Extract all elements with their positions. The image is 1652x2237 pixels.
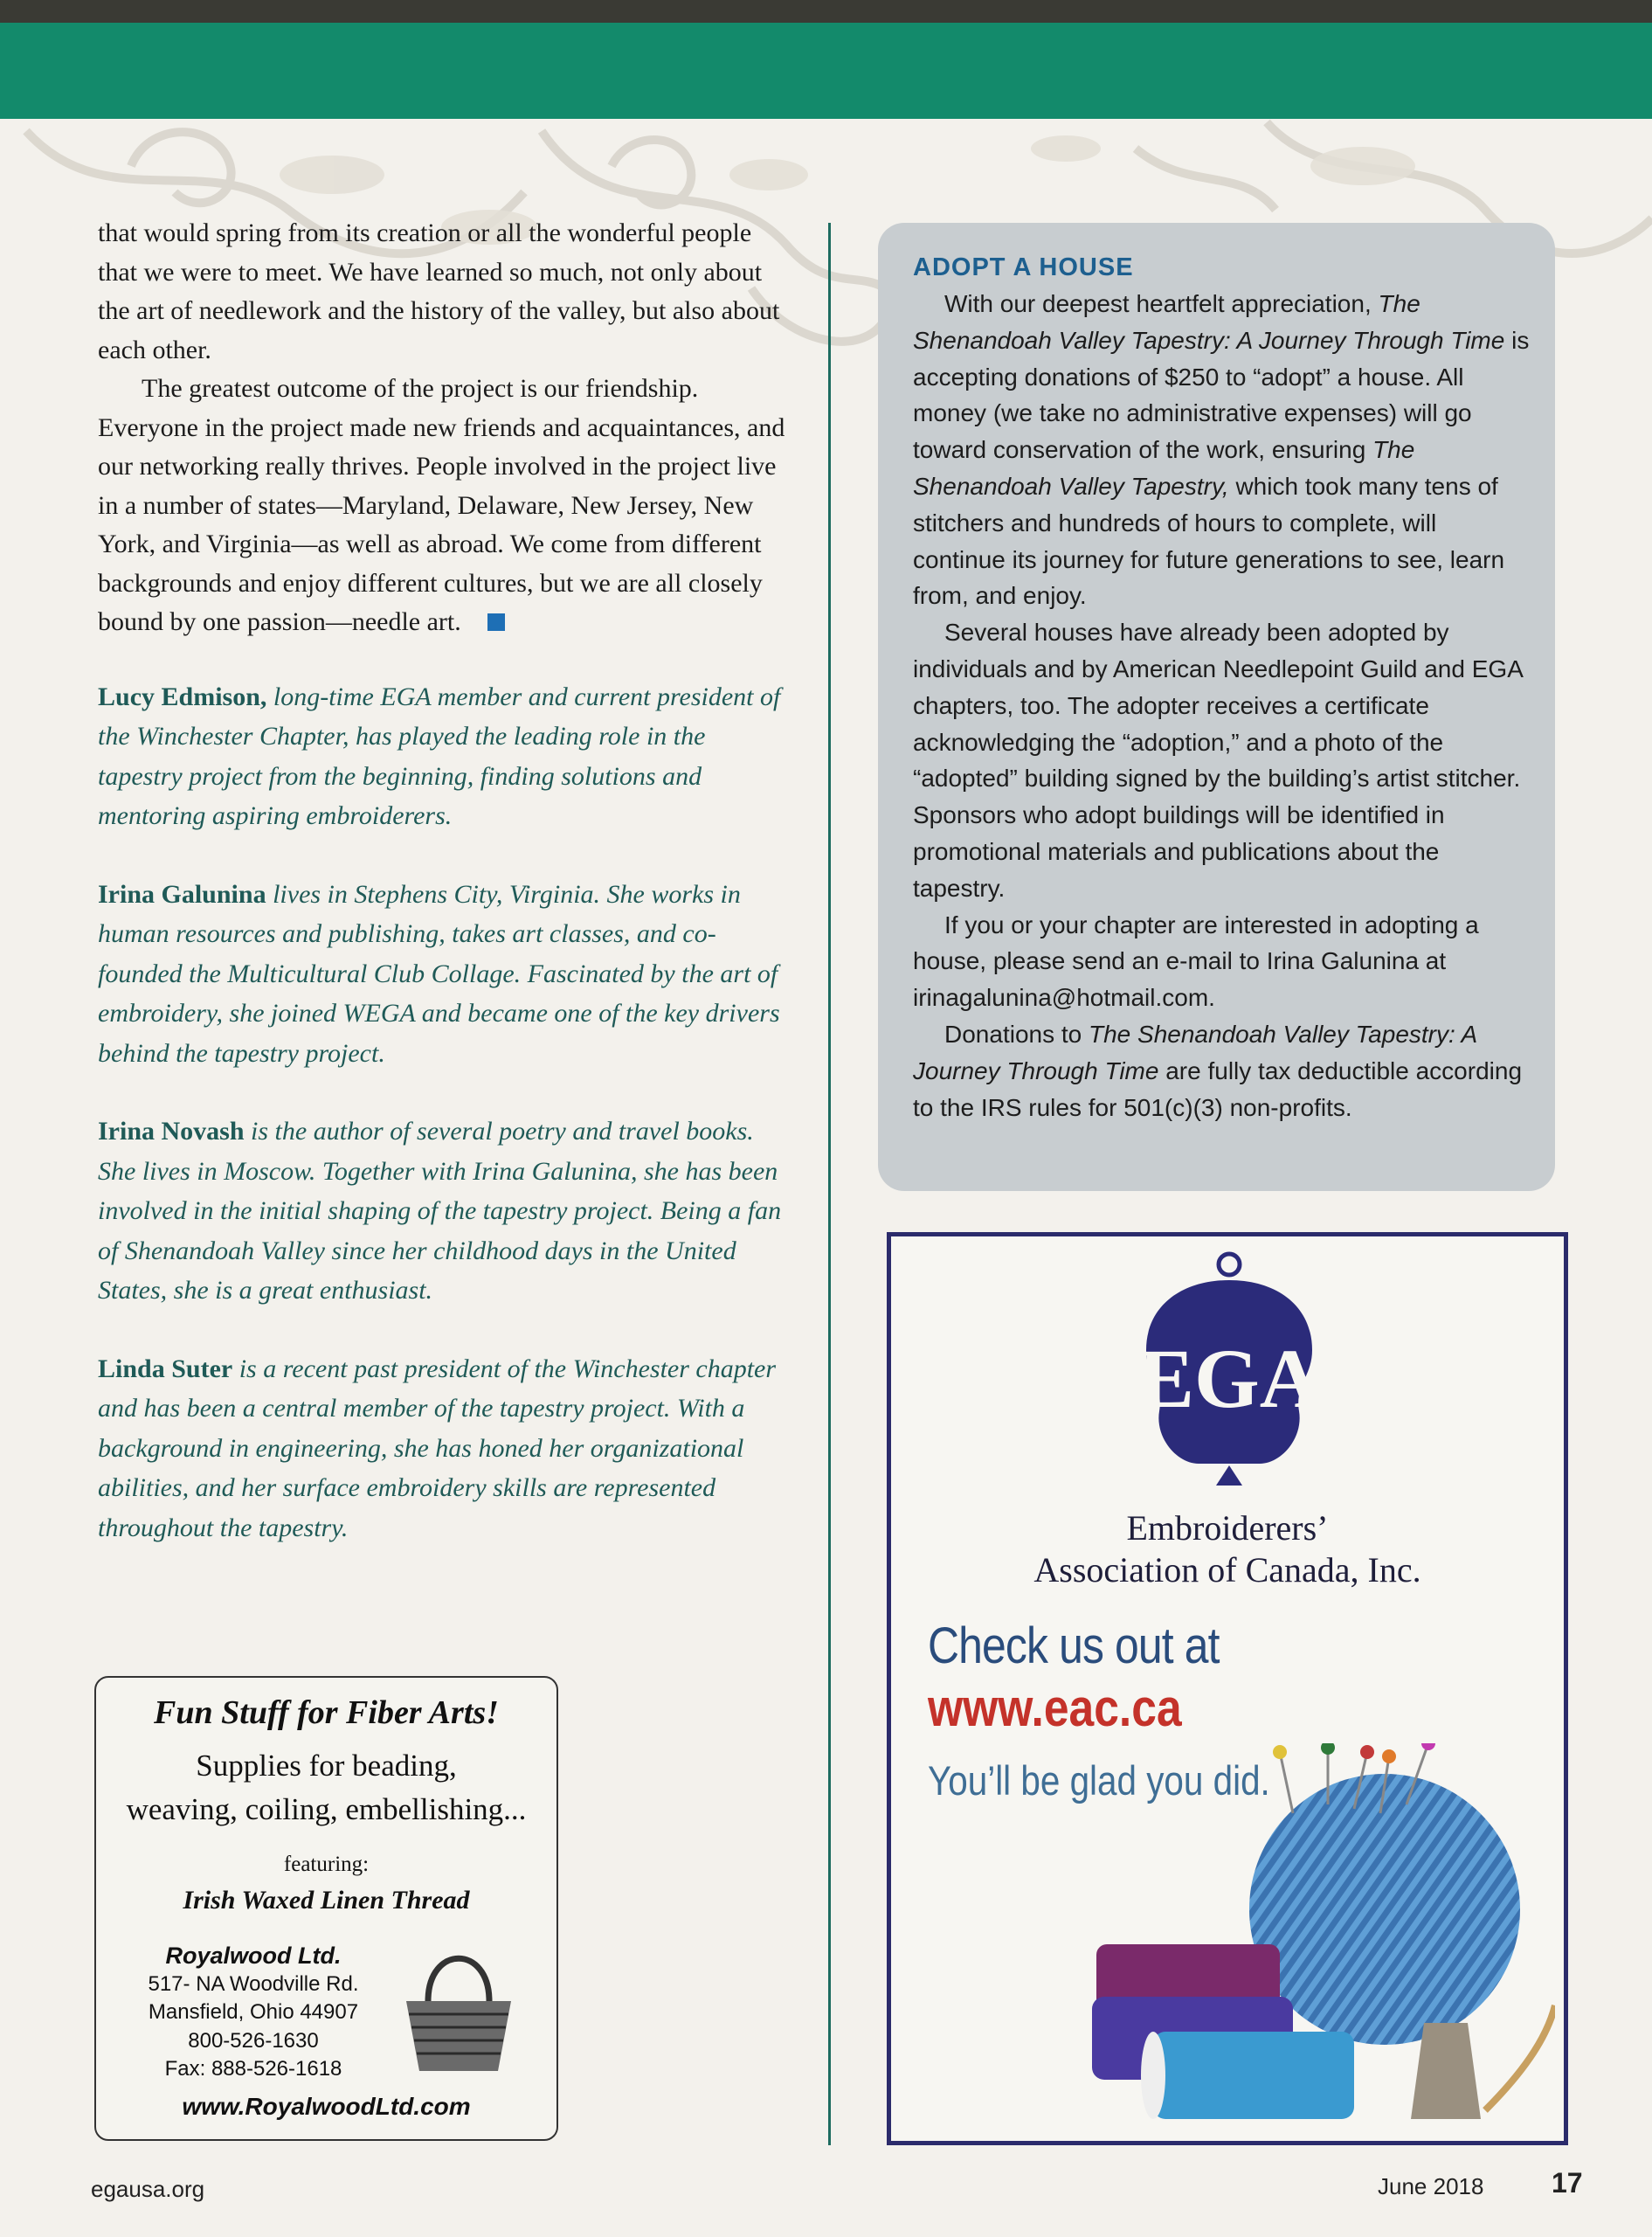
adopt-a-house-sidebar bbox=[878, 223, 1555, 1191]
page-number: 17 bbox=[1552, 2167, 1583, 2199]
article-paragraph: that would spring from its creation or all the wonderful people that we were to meet. We have learned so much, not only about the art of needlework and the history of the valley, but also about each other. bbox=[98, 218, 780, 364]
thread-spools-illustration bbox=[978, 1743, 1555, 2137]
sidebar-paragraph: Donations to The Shenandoah Valley Tapestry: A Journey Through Time are fully tax deductible according to the IRS rules for 501(c)(3) non-profits. bbox=[913, 1020, 1523, 1121]
royalwood-advertisement bbox=[94, 1676, 558, 2141]
basket-icon bbox=[393, 1940, 524, 2080]
column-divider bbox=[828, 223, 831, 2145]
header-band bbox=[0, 23, 1652, 119]
eac-website-link[interactable]: www.eac.ca bbox=[928, 1679, 1182, 1737]
author-bio: Irina Novash is the author of several poetry and travel books. She lives in Moscow. Together with Irina Galunina, she has been involved in the initial shaping of the tapestry project. Being a fan of Shenandoah Valley since her childhood days in the United States, she is a great enthusiast. bbox=[98, 1117, 782, 1305]
royalwood-contact: Royalwood Ltd. 517- NA Woodville Rd. Mansfield, Ohio 44907 800-526-1630 Fax: 888-526-1618 bbox=[148, 1943, 359, 2081]
sidebar-paragraph: With our deepest heartfelt appreciation, The Shenandoah Valley Tapestry: A Journey Through Time is accepting donations of $250 to “adopt” a house. All money (we take no administrative expenses) will go toward conservation of the work, ensuring The Shenandoah Valley Tapestry, which took many tens of stitchers and hundreds of hours to complete, will continue its journey for future generations to see, learn from, and enjoy. bbox=[913, 290, 1530, 610]
eac-check-text: Check us out at bbox=[928, 1617, 1220, 1674]
royalwood-website-link[interactable]: www.RoyalwoodLtd.com bbox=[182, 2093, 471, 2120]
article-paragraph: The greatest outcome of the project is our friendship. Everyone in the project made new friends and acquaintances, and our networking really thrives. People involved in the project live in a number of states—Maryland, Delaware, New Jersey, New York, and Virginia—as well as abroad. We come from different backgrounds and enjoy different cultures, but we are all closely bound by one passion—needle art. bbox=[98, 374, 785, 636]
sidebar-paragraph: Several houses have already been adopted by individuals and by American Needlepoint Guild and EGA chapters, too. The adopter receives a certificate acknowledging the “adoption,” and a photo of the “adopted” building signed by the building’s artist stitcher. Sponsors who adopt buildings will be identified in promotional materials and publications about the tapestry. bbox=[913, 619, 1523, 902]
eac-organization-name: Embroiderers’ Association of Canada, Inc. bbox=[1033, 1508, 1421, 1589]
sidebar-paragraph: If you or your chapter are interested in adopting a house, please send an e-mail to Irina Galunina at irinagalunina@hotmail.com. bbox=[913, 911, 1479, 1012]
author-bio: Irina Galunina lives in Stephens City, Virginia. She works in human resources and publishing, takes art classes, and co-founded the Multicultural Club Collage. Fascinated by the art of embroidery, she joined WEGA and became one of the key drivers behind the tapestry project. bbox=[98, 879, 780, 1068]
sidebar-title: ADOPT A HOUSE bbox=[913, 253, 1134, 281]
end-of-article-mark bbox=[487, 613, 505, 631]
eac-tagline: You’ll be glad you did. bbox=[928, 1757, 1270, 1804]
royalwood-product: Irish Waxed Linen Thread bbox=[183, 1886, 470, 1915]
left-column bbox=[98, 214, 788, 1548]
author-bio: Lucy Edmison, long-time EGA member and current president of the Winchester Chapter, has played the leading role in the tapestry project from the beginning, finding solutions and mentoring aspiring embroiderers. bbox=[98, 682, 781, 830]
author-bio: Linda Suter is a recent past president of the Winchester chapter and has been a central member of the tapestry project. With a background in engineering, she has honed her organizational abilities, and her surface embroidery skills are represented throughout the tapestry. bbox=[98, 1354, 777, 1542]
eac-logo bbox=[1129, 1245, 1330, 1499]
eac-advertisement bbox=[887, 1232, 1568, 2145]
royalwood-headline: Fun Stuff for Fiber Arts! bbox=[154, 1694, 499, 1731]
royalwood-supplies: Supplies for beading, weaving, coiling, embellishing... bbox=[126, 1749, 527, 1826]
eac-logo-text: EGA bbox=[1137, 1332, 1321, 1425]
footer-site[interactable]: egausa.org bbox=[91, 2176, 205, 2202]
footer-issue-date: June 2018 bbox=[1378, 2173, 1484, 2199]
royalwood-featuring: featuring: bbox=[283, 1853, 370, 1876]
